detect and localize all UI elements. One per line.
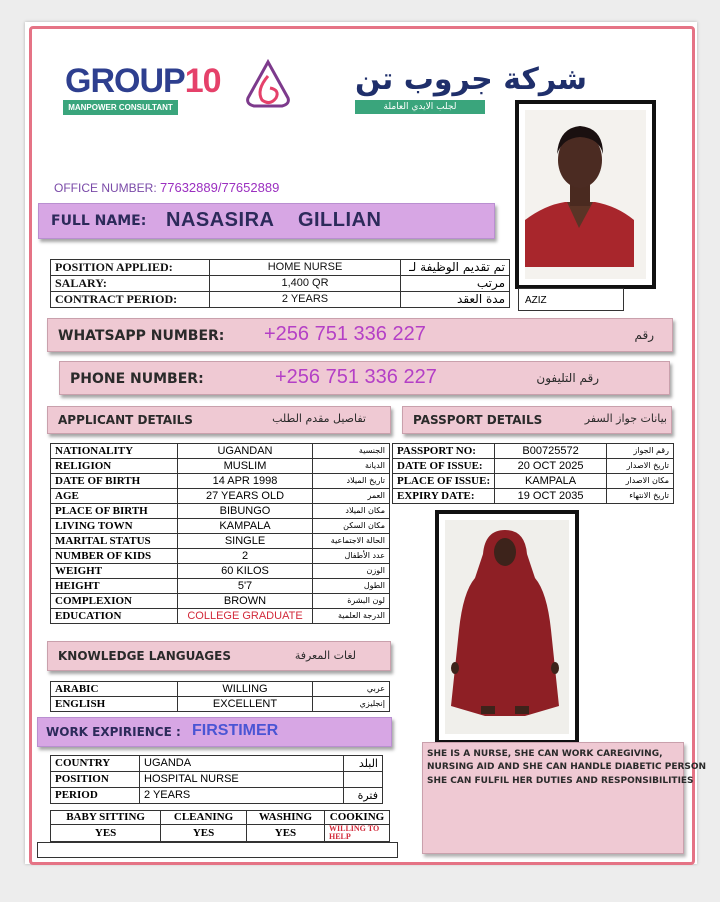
row-value: COLLEGE GRADUATE: [178, 609, 313, 624]
blank-row: [37, 842, 398, 858]
office-number: OFFICE NUMBER: 77632889/77652889: [54, 180, 280, 195]
phone-number[interactable]: +256 751 336 227: [275, 366, 437, 388]
row-label: SALARY:: [51, 276, 210, 292]
arabic-brand-name: شركة جروب تن: [355, 62, 588, 97]
table-row: [51, 697, 390, 712]
languages-table: [50, 681, 390, 712]
row-value: WILLING: [178, 682, 313, 697]
table-row: [51, 474, 390, 489]
passport-details-label: PASSPORT DETAILS: [413, 413, 543, 427]
row-arabic-label: رقم الجواز: [607, 444, 674, 459]
table-row: [51, 489, 390, 504]
row-arabic-label: [344, 772, 383, 788]
phone-arabic: رقم التليفون: [536, 371, 599, 385]
full-name-value: NASASIRA GILLIAN: [166, 209, 382, 231]
note-line: NURSING AID AND SHE CAN HANDLE DIABETIC PERSON: [427, 762, 707, 772]
table-row: [51, 260, 510, 276]
row-arabic-label: الدرجة العلمية: [313, 609, 390, 624]
row-label: AGE: [51, 489, 178, 504]
table-row: [51, 609, 390, 624]
table-row: [51, 788, 383, 804]
logo-subtitle: MANPOWER CONSULTANT: [63, 100, 178, 115]
row-arabic-label: مدة العقد: [401, 292, 510, 308]
agent-code: AZIZ: [518, 288, 624, 311]
whatsapp-number[interactable]: +256 751 336 227: [264, 323, 426, 345]
skill-header: COOKING: [325, 811, 390, 825]
row-value: MUSLIM: [178, 459, 313, 474]
applicant-details-label: APPLICANT DETAILS: [58, 413, 193, 427]
row-value: HOME NURSE: [210, 260, 401, 276]
row-label: NATIONALITY: [51, 444, 178, 459]
row-value: BROWN: [178, 594, 313, 609]
row-value: SINGLE: [178, 534, 313, 549]
row-value: 2: [178, 549, 313, 564]
position-table: [50, 259, 510, 308]
full-body-figure: [445, 520, 565, 722]
passport-table: [392, 443, 674, 504]
row-label: PASSPORT NO:: [393, 444, 495, 459]
group10-logo: GROUP10: [65, 62, 221, 100]
full-body-photo: [435, 510, 579, 744]
row-arabic-label: عربي: [313, 682, 390, 697]
skill-header: BABY SITTING: [51, 811, 161, 825]
work-experience-bar: [37, 717, 392, 747]
note-line: SHE CAN FULFIL HER DUTIES AND RESPONSIBILITIES: [427, 776, 694, 786]
work-experience-value: FIRSTIMER: [192, 722, 279, 739]
applicant-details-header: [47, 406, 391, 434]
row-value: KAMPALA: [495, 474, 607, 489]
skill-value: YES: [51, 825, 161, 842]
portrait-photo: [515, 100, 656, 289]
note-line: SHE IS A NURSE, SHE CAN WORK CAREGIVING,: [427, 749, 663, 759]
row-value: B00725572: [495, 444, 607, 459]
row-label: LIVING TOWN: [51, 519, 178, 534]
row-value: 14 APR 1998: [178, 474, 313, 489]
row-arabic-label: لون البشرة: [313, 594, 390, 609]
applicant-details-arabic: تفاصيل مقدم الطلب: [272, 412, 366, 425]
table-row: [393, 459, 674, 474]
row-value: 60 KILOS: [178, 564, 313, 579]
table-row: [51, 564, 390, 579]
skill-header: CLEANING: [161, 811, 247, 825]
row-value: KAMPALA: [178, 519, 313, 534]
table-row: [393, 489, 674, 504]
skills-value-row: [51, 825, 390, 842]
row-label: CONTRACT PERIOD:: [51, 292, 210, 308]
row-value: EXCELLENT: [178, 697, 313, 712]
row-arabic-label: فترة: [344, 788, 383, 804]
skill-value: WILLING TO HELP: [325, 825, 390, 842]
row-label: MARITAL STATUS: [51, 534, 178, 549]
phone-label: PHONE NUMBER:: [70, 371, 204, 387]
table-row: [51, 534, 390, 549]
table-row: [51, 276, 510, 292]
row-value: 19 OCT 2035: [495, 489, 607, 504]
table-row: [51, 292, 510, 308]
row-value: BIBUNGO: [178, 504, 313, 519]
cv-page: [25, 22, 707, 864]
row-arabic-label: مكان السكن: [313, 519, 390, 534]
row-value: 27 YEARS OLD: [178, 489, 313, 504]
portrait-figure: [525, 110, 634, 267]
row-value: 20 OCT 2025: [495, 459, 607, 474]
row-label: DATE OF ISSUE:: [393, 459, 495, 474]
row-arabic-label: مكان الميلاد: [313, 504, 390, 519]
table-row: [393, 474, 674, 489]
work-experience-label: WORK EXPIRIENCE :: [46, 725, 181, 739]
table-row: [51, 459, 390, 474]
row-value: HOSPITAL NURSE: [140, 772, 344, 788]
whatsapp-bar: [47, 318, 673, 352]
passport-details-arabic: بيانات جواز السفر: [584, 412, 667, 425]
row-arabic-label: تم تقديم الوظيفة لـ: [401, 260, 510, 276]
row-arabic-label: البلد: [344, 756, 383, 772]
table-row: [51, 756, 383, 772]
row-label: RELIGION: [51, 459, 178, 474]
row-label: WEIGHT: [51, 564, 178, 579]
row-label: EDUCATION: [51, 609, 178, 624]
row-arabic-label: الجنسية: [313, 444, 390, 459]
languages-label: KNOWLEDGE LANGUAGES: [58, 649, 231, 663]
row-arabic-label: إنجليزي: [313, 697, 390, 712]
row-label: POSITION APPLIED:: [51, 260, 210, 276]
table-row: [51, 444, 390, 459]
table-row: [51, 519, 390, 534]
row-value: 1,400 QR: [210, 276, 401, 292]
row-value: 2 YEARS: [210, 292, 401, 308]
skills-table: [50, 810, 390, 842]
row-label: POSITION: [51, 772, 140, 788]
notes-box: [422, 742, 707, 854]
row-arabic-label: العمر: [313, 489, 390, 504]
row-value: UGANDA: [140, 756, 344, 772]
row-value: 2 YEARS: [140, 788, 344, 804]
row-arabic-label: تاريخ الانتهاء: [607, 489, 674, 504]
row-label: NUMBER OF KIDS: [51, 549, 178, 564]
whatsapp-label: WHATSAPP NUMBER:: [58, 328, 225, 344]
row-arabic-label: مرتب: [401, 276, 510, 292]
row-label: ENGLISH: [51, 697, 178, 712]
languages-header: [47, 641, 391, 671]
drop-emblem-icon: [240, 58, 296, 114]
row-label: PERIOD: [51, 788, 140, 804]
row-value: UGANDAN: [178, 444, 313, 459]
skill-header: WASHING: [246, 811, 324, 825]
row-label: COMPLEXION: [51, 594, 178, 609]
row-arabic-label: عدد الأطفال: [313, 549, 390, 564]
whatsapp-arabic: رقم: [634, 328, 654, 342]
table-row: [51, 682, 390, 697]
table-row: [51, 579, 390, 594]
skill-value: YES: [246, 825, 324, 842]
row-label: EXPIRY DATE:: [393, 489, 495, 504]
row-arabic-label: الديانة: [313, 459, 390, 474]
row-arabic-label: مكان الاصدار: [607, 474, 674, 489]
full-name-bar: [38, 203, 495, 239]
row-arabic-label: الطول: [313, 579, 390, 594]
passport-details-header: [402, 406, 672, 434]
table-row: [51, 504, 390, 519]
row-label: PLACE OF ISSUE:: [393, 474, 495, 489]
row-arabic-label: تاريخ الميلاد: [313, 474, 390, 489]
row-label: HEIGHT: [51, 579, 178, 594]
table-row: [393, 444, 674, 459]
table-row: [51, 549, 390, 564]
skills-header-row: [51, 811, 390, 825]
row-value: 5'7: [178, 579, 313, 594]
row-label: COUNTRY: [51, 756, 140, 772]
full-name-label: FULL NAME:: [51, 213, 147, 229]
table-row: [51, 594, 390, 609]
table-row: [51, 772, 383, 788]
experience-table: [50, 755, 383, 804]
applicant-table: [50, 443, 390, 624]
languages-arabic: لغات المعرفة: [294, 649, 356, 662]
arabic-brand-subtitle: لجلب الايدي العاملة: [355, 100, 485, 114]
skill-value: YES: [161, 825, 247, 842]
row-label: ARABIC: [51, 682, 178, 697]
row-label: PLACE OF BIRTH: [51, 504, 178, 519]
phone-bar: [59, 361, 670, 395]
row-arabic-label: الوزن: [313, 564, 390, 579]
row-arabic-label: الحالة الاجتماعية: [313, 534, 390, 549]
row-arabic-label: تاريخ الاصدار: [607, 459, 674, 474]
row-label: DATE OF BIRTH: [51, 474, 178, 489]
